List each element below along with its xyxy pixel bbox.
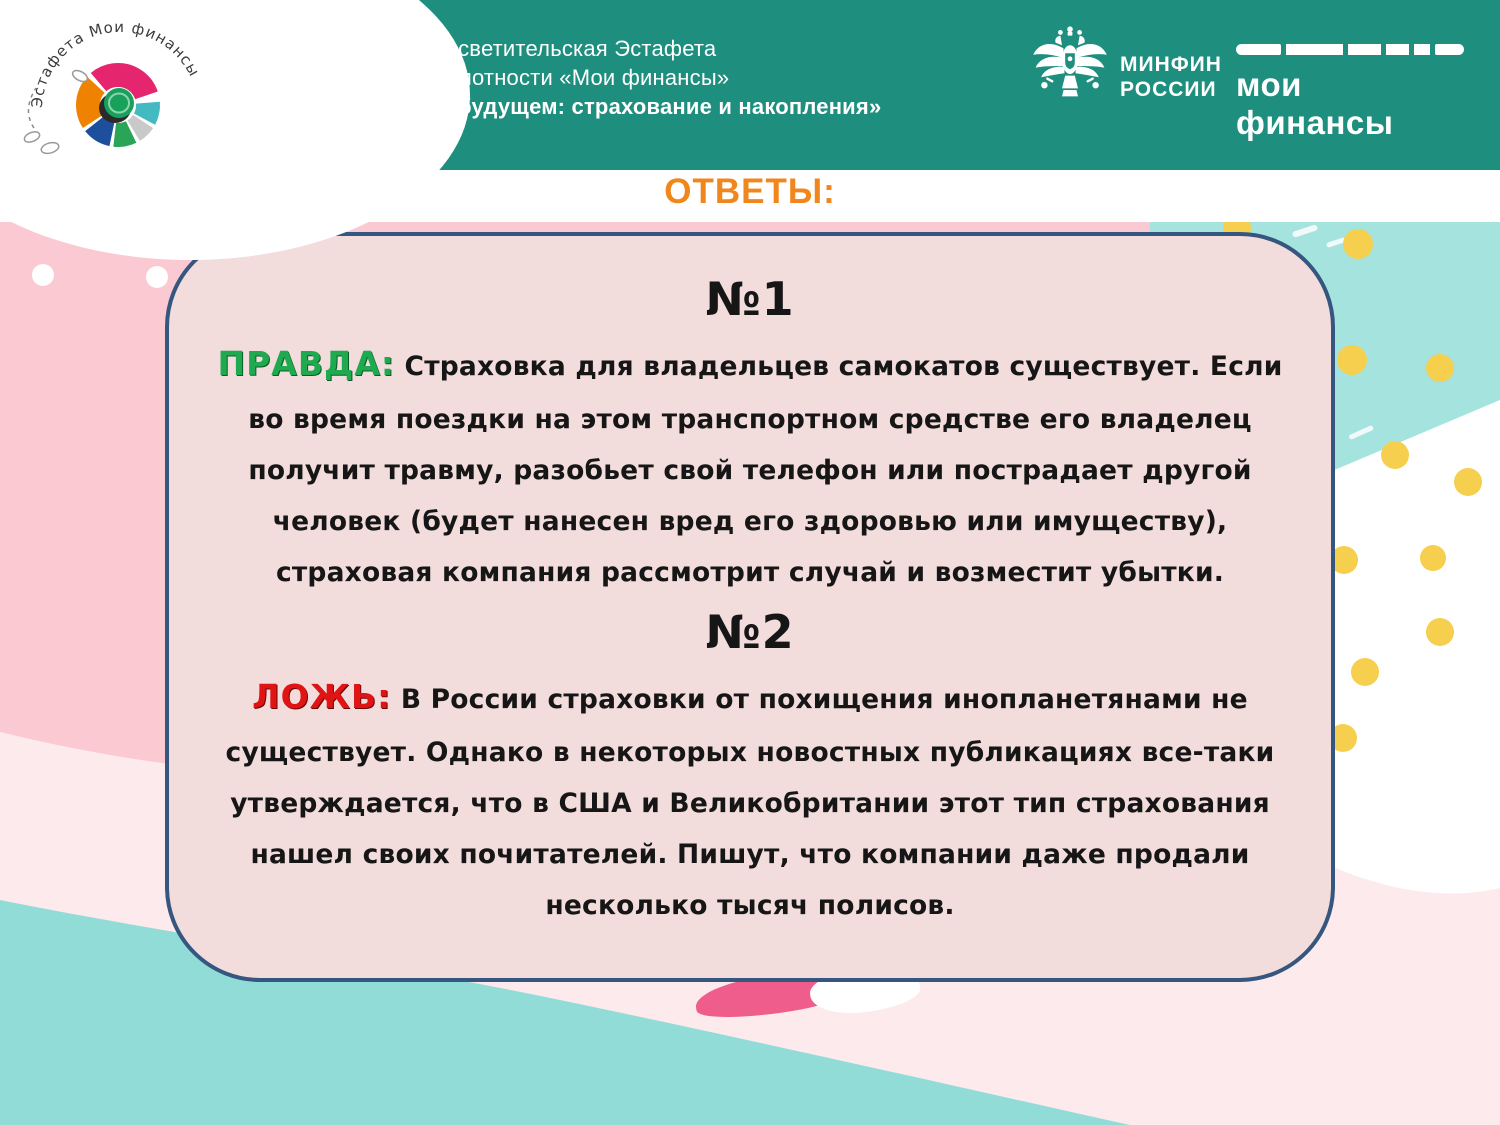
estafeta-logo bbox=[18, 10, 223, 165]
logo-arc-text: Эстафета Мои финансы bbox=[27, 17, 204, 109]
myfinances-wordmark: мои финансы bbox=[1236, 66, 1394, 141]
answer-2-body: В России страховки от похищения инопланетянами не существует. Однако в некоторых новостных публикациях все-таки утверждается, что в США и Великобритании этот тип страхования нашел своих почитателей. Пишут, что компании даже продали несколько тысяч полисов. bbox=[225, 683, 1275, 921]
white-dot-decoration bbox=[32, 264, 54, 286]
header-line-1: Всероссийская просветительская Эстафета bbox=[258, 36, 717, 61]
header-banner bbox=[0, 0, 1500, 170]
minfin-wordmark bbox=[1120, 52, 1222, 102]
answer-1-body: Страховка для владельцев самокатов существует. Если во время поездки на этом транспортном средстве его владелец получит травму, разобьет свой телефон или пострадает другой человек (будет нанесен вред его здоровью или имуществу), страховая компания рассмотрит случай и возместит убытки. bbox=[248, 351, 1283, 588]
answer-2-text bbox=[217, 665, 1283, 932]
answer-2-number: №2 bbox=[705, 604, 795, 659]
header-title-block bbox=[258, 34, 881, 121]
header-stage-title: «Думай о будущем: страхование и накопления» bbox=[348, 94, 882, 119]
answer-1-text bbox=[217, 332, 1283, 599]
answer-2-verdict: ЛОЖЬ: bbox=[252, 676, 392, 716]
myfinances-bar-icon bbox=[1236, 44, 1464, 55]
minfin-line-2: РОССИИ bbox=[1120, 78, 1217, 101]
header-line-2: по финансовой грамотности «Мои финансы» bbox=[258, 65, 730, 90]
white-dot-decoration bbox=[146, 266, 168, 288]
minfin-line-1: МИНФИН bbox=[1120, 53, 1222, 76]
answer-1-number: №1 bbox=[705, 272, 795, 326]
minfin-eagle-emblem-icon bbox=[1030, 26, 1110, 118]
page-title: ОТВЕТЫ: bbox=[664, 172, 836, 211]
header-stage-prefix: Этап VI: bbox=[258, 94, 349, 119]
answer-1-verdict: ПРАВДА: bbox=[217, 344, 396, 383]
answers-card bbox=[165, 232, 1335, 982]
header-line-3 bbox=[258, 92, 881, 121]
myfinances-logo bbox=[1236, 44, 1464, 142]
